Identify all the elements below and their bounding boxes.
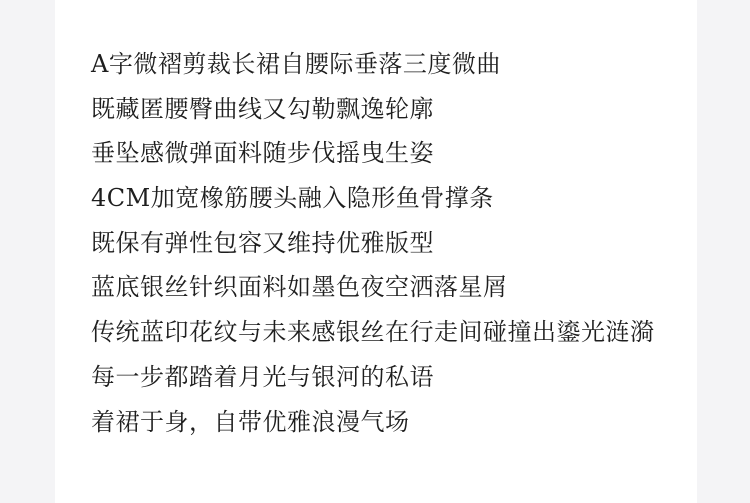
text-line: 着裙于身，自带优雅浪漫气场 bbox=[91, 407, 410, 436]
content-page bbox=[55, 0, 697, 503]
text-line: 每一步都踏着月光与银河的私语 bbox=[91, 362, 434, 391]
text-line: 4CM加宽橡筋腰头融入隐形鱼骨撑条 bbox=[91, 184, 494, 213]
text-line: 蓝底银丝针织面料如墨色夜空洒落星屑 bbox=[91, 273, 508, 302]
text-line: 垂坠感微弹面料随步伐摇曳生姿 bbox=[91, 139, 434, 168]
text-line: 传统蓝印花纹与未来感银丝在行走间碰撞出鎏光涟漪 bbox=[91, 318, 655, 347]
text-lines bbox=[91, 47, 691, 449]
text-line: 既保有弹性包容又维持优雅版型 bbox=[91, 228, 434, 257]
text-line: A字微褶剪裁长裙自腰际垂落三度微曲 bbox=[91, 50, 501, 78]
text-line: 既藏匿腰臀曲线又勾勒飘逸轮廓 bbox=[91, 94, 434, 123]
